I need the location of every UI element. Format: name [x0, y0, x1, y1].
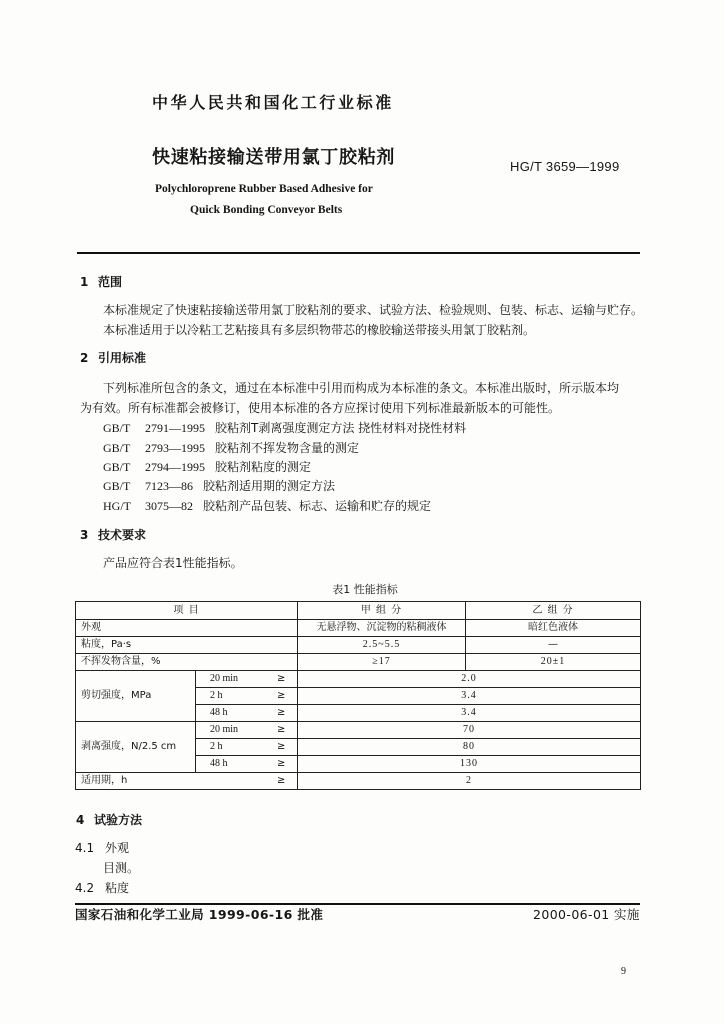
reference-code: GB/T [103, 421, 131, 435]
subsection-4-1-text: 目测。 [103, 861, 140, 875]
section-1-heading [80, 276, 122, 288]
table-row-shear [76, 671, 641, 688]
component-b-value: — [466, 637, 641, 654]
row-label: 剥离强度，N/2.5 cm [76, 722, 196, 773]
approval-line: 国家石油和化学工业局 1999-06-16 批准 [75, 907, 324, 922]
reference-title: 胶粘剂不挥发物含量的测定 [215, 441, 360, 455]
row-label: 粘度，Pa·s [76, 637, 298, 654]
reference-title: 胶粘剂粘度的测定 [215, 460, 312, 474]
reference-item [103, 442, 359, 454]
reference-number: 2794—1995 [145, 460, 205, 474]
value-cell: 3.4 [298, 705, 641, 722]
table-header-row [76, 602, 641, 620]
operator-cell: ≥ [266, 688, 298, 705]
row-label: 适用期，h [76, 773, 266, 790]
reference-item [103, 480, 335, 492]
table-caption: 表1 性能指标 [332, 583, 398, 596]
reference-title: 胶粘剂T剥离强度测定方法 挠性材料对挠性材料 [215, 421, 467, 435]
subsection-title: 外观 [105, 841, 130, 855]
header-component-a: 甲 组 分 [298, 602, 466, 620]
subsection-number: 4.2 [75, 881, 95, 895]
section-number: 3 [80, 528, 89, 542]
footer-divider [75, 903, 640, 905]
header-component-b: 乙 组 分 [466, 602, 641, 620]
section-2-paragraph-line-2: 为有效。所有标准都会被修订，使用本标准的各方应探讨使用下列标准最新版本的可能性。 [80, 401, 561, 415]
time-cell: 2 h [196, 688, 266, 705]
operator-cell: ≥ [266, 705, 298, 722]
time-cell: 48 h [196, 756, 266, 773]
section-title: 试验方法 [94, 813, 143, 827]
section-number: 4 [76, 813, 85, 827]
page-number: 9 [621, 966, 626, 977]
section-2-heading [80, 352, 146, 364]
value-cell: 2.0 [298, 671, 641, 688]
reference-item [103, 500, 431, 512]
reference-item [103, 461, 311, 473]
table-row-viscosity [76, 637, 641, 654]
section-2-paragraph-line-1: 下列标准所包含的条文，通过在本标准中引用而构成为本标准的条文。本标准出版时，所示版本均 [103, 381, 620, 395]
time-cell: 48 h [196, 705, 266, 722]
time-cell: 20 min [196, 671, 266, 688]
reference-number: 3075—82 [145, 499, 193, 513]
reference-title: 胶粘剂产品包装、标志、运输和贮存的规定 [203, 499, 432, 513]
time-cell: 20 min [196, 722, 266, 739]
row-label: 剪切强度，MPa [76, 671, 196, 722]
table-row-pot-life [76, 773, 641, 790]
value-cell: 130 [298, 756, 641, 773]
reference-code: GB/T [103, 441, 131, 455]
section-title: 引用标准 [98, 351, 147, 365]
reference-number: 2791—1995 [145, 421, 205, 435]
component-b-value: 20±1 [466, 654, 641, 671]
component-a-value: 无悬浮物、沉淀物的粘稠液体 [298, 620, 466, 637]
component-b-value: 暗红色液体 [466, 620, 641, 637]
subsection-4-2-heading [75, 882, 129, 894]
value-cell: 3.4 [298, 688, 641, 705]
reference-number: 7123—86 [145, 479, 193, 493]
reference-item [103, 422, 466, 434]
table-row-nonvolatile [76, 654, 641, 671]
issuing-org: 中华人民共和国化工行业标准 [152, 93, 394, 112]
value-cell: 2 [298, 773, 641, 790]
section-title: 范围 [98, 275, 123, 289]
operator-cell: ≥ [266, 722, 298, 739]
subsection-4-1-heading [75, 842, 129, 854]
header-item: 项 目 [76, 602, 298, 620]
section-1-paragraph-2: 本标准适用于以冷粘工艺粘接具有多层织物带芯的橡胶输送带接头用氯丁胶粘剂。 [103, 323, 536, 337]
value-cell: 70 [298, 722, 641, 739]
reference-code: GB/T [103, 460, 131, 474]
section-1-paragraph-1: 本标准规定了快速粘接输送带用氯丁胶粘剂的要求、试验方法、检验规则、包装、标志、运输与贮存。 [103, 303, 644, 317]
section-number: 2 [80, 351, 89, 365]
operator-cell: ≥ [266, 671, 298, 688]
standard-code: HG/T 3659—1999 [510, 159, 620, 174]
section-number: 1 [80, 275, 89, 289]
subsection-number: 4.1 [75, 841, 95, 855]
operator-cell: ≥ [266, 773, 298, 790]
operator-cell: ≥ [266, 739, 298, 756]
row-label: 外观 [76, 620, 298, 637]
standard-title-en-line-1: Polychloroprene Rubber Based Adhesive for [155, 183, 373, 195]
standard-title-cn: 快速粘接输送带用氯丁胶粘剂 [152, 147, 396, 168]
value-cell: 80 [298, 739, 641, 756]
reference-title: 胶粘剂适用期的测定方法 [203, 479, 336, 493]
section-4-heading [76, 814, 142, 826]
section-title: 技术要求 [98, 528, 147, 542]
header-divider [77, 252, 640, 254]
section-3-heading [80, 529, 146, 541]
table-row-peel [76, 722, 641, 739]
component-a-value: 2.5~5.5 [298, 637, 466, 654]
subsection-title: 粘度 [105, 881, 130, 895]
reference-code: GB/T [103, 479, 131, 493]
reference-number: 2793—1995 [145, 441, 205, 455]
effective-date-line: 2000-06-01 实施 [533, 907, 640, 922]
operator-cell: ≥ [266, 756, 298, 773]
row-label: 不挥发物含量，% [76, 654, 298, 671]
time-cell: 2 h [196, 739, 266, 756]
reference-code: HG/T [103, 499, 131, 513]
performance-table [75, 601, 641, 790]
table-row-appearance [76, 620, 641, 637]
component-a-value: ≥17 [298, 654, 466, 671]
standard-title-en-line-2: Quick Bonding Conveyor Belts [190, 204, 343, 216]
section-3-paragraph: 产品应符合表1性能指标。 [103, 556, 243, 570]
